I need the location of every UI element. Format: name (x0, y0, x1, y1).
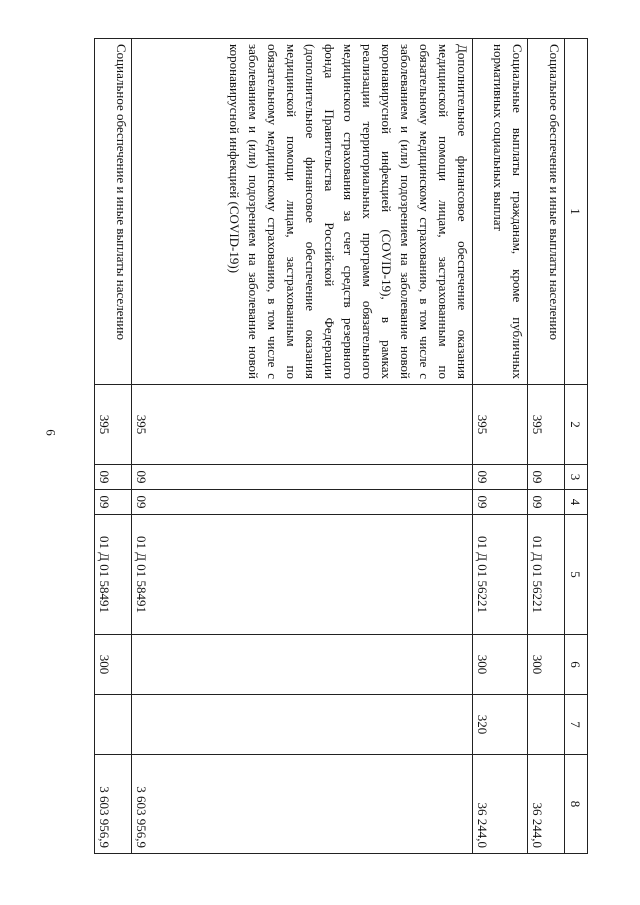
section-cell: 09 (528, 465, 565, 490)
expense-type-cell: 300 (473, 635, 528, 695)
header-cell: 5 (565, 515, 588, 635)
code-cell: 395 (528, 385, 565, 465)
target-code-cell: 01 Д 01 56221 (473, 515, 528, 635)
header-cell: 3 (565, 465, 588, 490)
section-cell: 09 (132, 465, 473, 490)
subsection-cell: 09 (528, 490, 565, 515)
code-cell: 395 (132, 385, 473, 465)
header-cell: 8 (565, 755, 588, 854)
target-code-cell: 01 Д 01 58491 (95, 515, 132, 635)
header-cell: 4 (565, 490, 588, 515)
page-number: 6 (43, 429, 59, 436)
expense-name-cell: Дополнительное финансовое обеспечение оказания медицинской помощи лицам, застрахованным по обязательному медицинскому страхованию, в том числе с заболеванием и (или) подозрением на заболевание новой коронавирусной инфекцией (COVID-19), в рамках реализации территориальных программ обязательного медицинского страхования за счет средств резервного фонда Правительства Российской Федерации (дополнительное финансовое обеспечение оказания медицинской помощи лицам, застрахованным по обязательному медицинскому страхованию, в том числе с заболеванием и (или) подозрением на заболевание новой коронавирусной инфекцией (COVID-19)) (132, 39, 473, 385)
expense-type-cell: 300 (528, 635, 565, 695)
code-cell: 395 (473, 385, 528, 465)
header-cell: 6 (565, 635, 588, 695)
subtype-cell (528, 695, 565, 755)
expense-name-cell: Социальные выплаты гражданам, кроме публичных нормативных социальных выплат (473, 39, 528, 385)
header-cell: 1 (565, 39, 588, 385)
subsection-cell: 09 (473, 490, 528, 515)
header-cell: 7 (565, 695, 588, 755)
rotated-page (59, 38, 588, 853)
table-row (528, 39, 565, 854)
budget-table (94, 38, 588, 854)
amount-cell: 3 603 956,9 (95, 755, 132, 854)
table-row (132, 39, 473, 854)
code-cell: 395 (95, 385, 132, 465)
section-cell: 09 (473, 465, 528, 490)
expense-type-cell (132, 635, 473, 695)
target-code-cell: 01 Д 01 58491 (132, 515, 473, 635)
subsection-cell: 09 (132, 490, 473, 515)
amount-cell: 36 244,0 (528, 755, 565, 854)
table-row (473, 39, 528, 854)
subtype-cell (132, 695, 473, 755)
amount-cell: 36 244,0 (473, 755, 528, 854)
header-row (565, 39, 588, 854)
section-cell: 09 (95, 465, 132, 490)
header-cell: 2 (565, 385, 588, 465)
table-row (95, 39, 132, 854)
target-code-cell: 01 Д 01 56221 (528, 515, 565, 635)
expense-type-cell: 300 (95, 635, 132, 695)
subtype-cell (95, 695, 132, 755)
expense-name-cell: Социальное обеспечение и иные выплаты населению (528, 39, 565, 385)
subtype-cell: 320 (473, 695, 528, 755)
expense-name-cell: Социальное обеспечение и иные выплаты населению (95, 39, 132, 385)
subsection-cell: 09 (95, 490, 132, 515)
amount-cell: 3 603 956,9 (132, 755, 473, 854)
